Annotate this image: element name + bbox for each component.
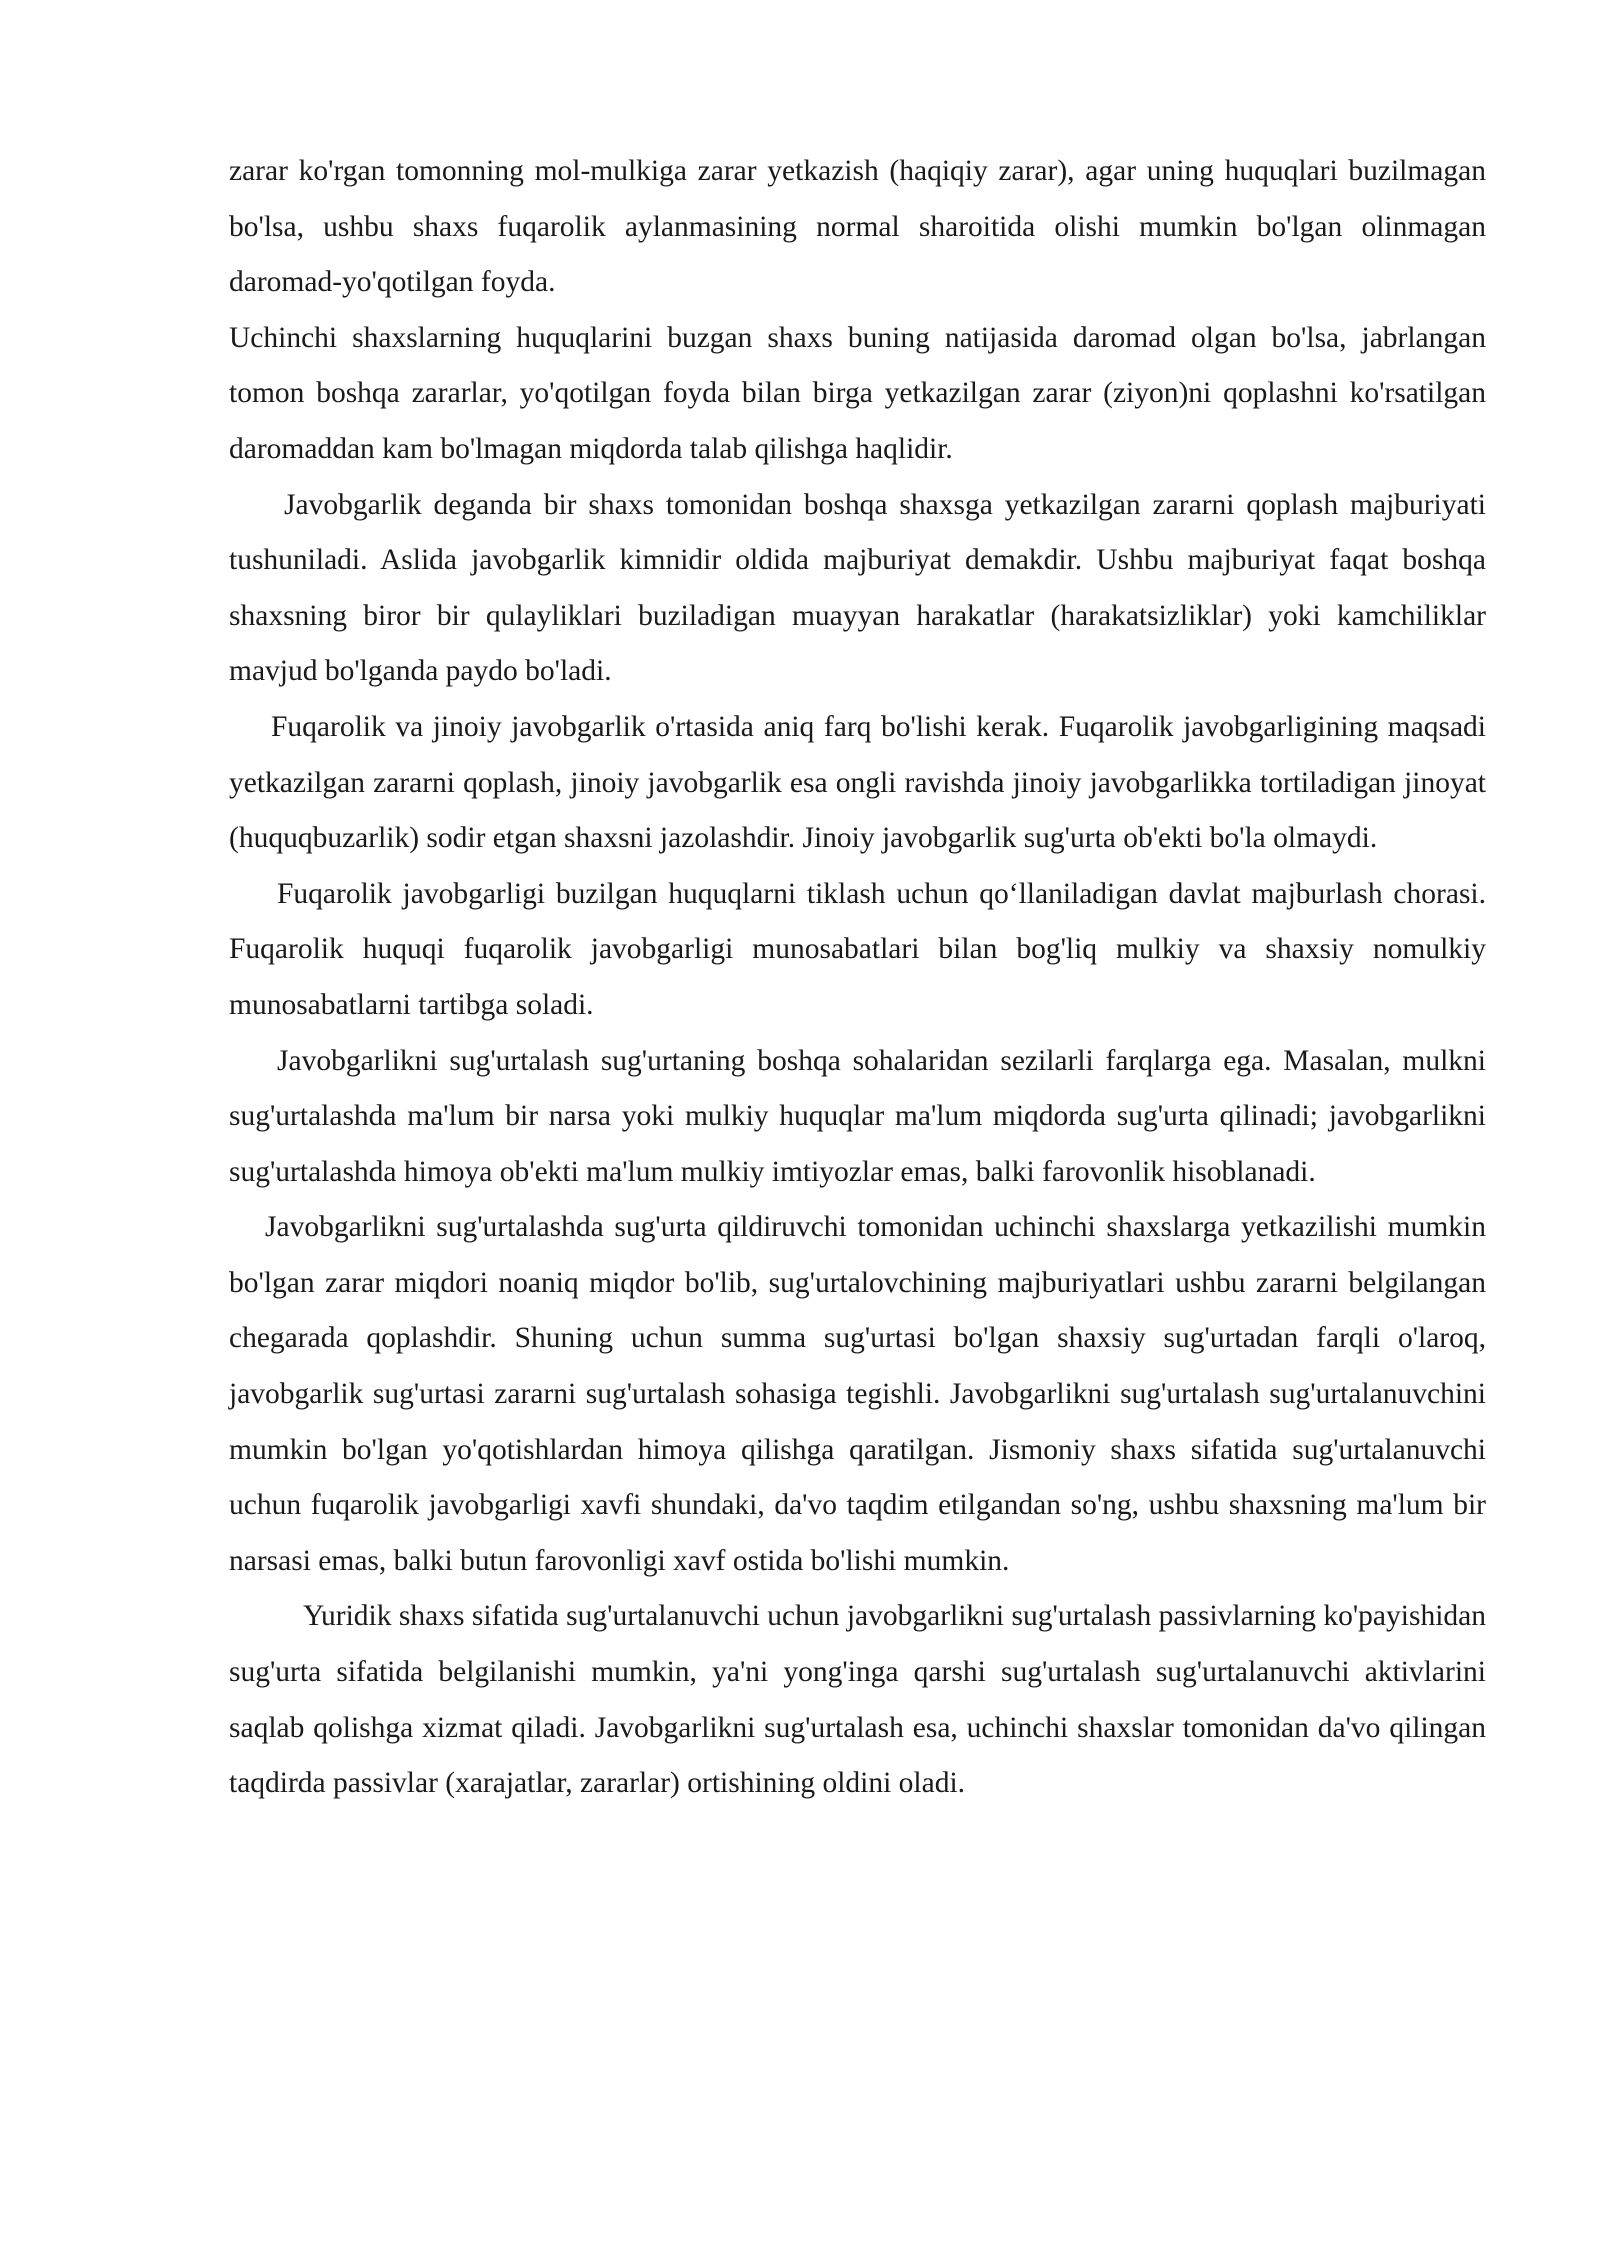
paragraph-5: Fuqarolik javobgarligi buzilgan huquqlarni tiklash uchun qo‘llaniladigan davlat majburlash chorasi. Fuqarolik huquqi fuqarolik javobgarligi munosabatlari bilan bog'liq mulkiy va shaxsiy nomulkiy munosabatlarni tartibga soladi. [229, 877, 1486, 1021]
paragraph-4: Fuqarolik va jinoiy javobgarlik o'rtasida aniq farq bo'lishi kerak. Fuqarolik javobgarligining maqsadi yetkazilgan zararni qoplash, jinoiy javobgarlik esa ongli ravishda jinoiy javobgarlikka tortiladigan jinoyat (huquqbuzarlik) sodir etgan shaxsni jazolashdir. Jinoiy javobgarlik sug'urta ob'ekti bo'la olmaydi. [229, 710, 1486, 855]
paragraph-8: Yuridik shaxs sifatida sug'urtalanuvchi uchun javobgarlikni sug'urtalash passivlarning ko'payishidan sug'urta sifatida belgilanishi mumkin, ya'ni yong'inga qarshi sug'urtalash sug'urtalanuvchi aktivlarini saqlab qolishga xizmat qiladi. Javobgarlikni sug'urtalash esa, uchinchi shaxslar tomonidan da'vo qilingan taqdirda passivlar (xarajatlar, zararlar) ortishining oldini oladi. [229, 1600, 1486, 1800]
document-body [229, 144, 1486, 1812]
paragraph-2: Uchinchi shaxslarning huquqlarini buzgan shaxs buning natijasida daromad olgan bo'lsa, jabrlangan tomon boshqa zararlar, yo'qotilgan foyda bilan birga yetkazilgan zarar (ziyon)ni qoplashni ko'rsatilgan daromaddan kam bo'lmagan miqdorda talab qilishga haqlidir. [229, 321, 1486, 465]
paragraph-7: Javobgarlikni sug'urtalashda sug'urta qildiruvchi tomonidan uchinchi shaxslarga yetkazilishi mumkin bo'lgan zarar miqdori noaniq miqdor bo'lib, sug'urtalovchining majburiyatlari ushbu zararni belgilangan chegarada qoplashdir. Shuning uchun summa sug'urtasi bo'lgan shaxsiy sug'urtadan farqli o'laroq, javobgarlik sug'urtasi zararni sug'urtalash sohasiga tegishli. Javobgarlikni sug'urtalash sug'urtalanuvchini mumkin bo'lgan yo'qotishlardan himoya qilishga qaratilgan. Jismoniy shaxs sifatida sug'urtalanuvchi uchun fuqarolik javobgarligi xavfi shundaki, da'vo taqdim etilgandan so'ng, ushbu shaxsning ma'lum bir narsasi emas, balki butun farovonligi xavf ostida bo'lishi mumkin. [229, 1211, 1486, 1577]
paragraph-3: Javobgarlik deganda bir shaxs tomonidan boshqa shaxsga yetkazilgan zararni qoplash majburiyati tushuniladi. Aslida javobgarlik kimnidir oldida majburiyat demakdir. Ushbu majburiyat faqat boshqa shaxsning biror bir qulayliklari buziladigan muayyan harakatlar (harakatsizliklar) yoki kamchiliklar mavjud bo'lganda paydo bo'ladi. [229, 488, 1486, 688]
paragraph-6: Javobgarlikni sug'urtalash sug'urtaning boshqa sohalaridan sezilarli farqlarga ega. Masalan, mulkni sug'urtalashda ma'lum bir narsa yoki mulkiy huquqlar ma'lum miqdorda sug'urta qilinadi; javobgarlikni sug'urtalashda himoya ob'ekti ma'lum mulkiy imtiyozlar emas, balki farovonlik hisoblanadi. [229, 1044, 1486, 1188]
paragraph-1: zarar ko'rgan tomonning mol-mulkiga zarar yetkazish (haqiqiy zarar), agar uning huquqlari buzilmagan bo'lsa, ushbu shaxs fuqarolik aylanmasining normal sharoitida olishi mumkin bo'lgan olinmagan daromad-yo'qotilgan foyda. [229, 155, 1486, 299]
